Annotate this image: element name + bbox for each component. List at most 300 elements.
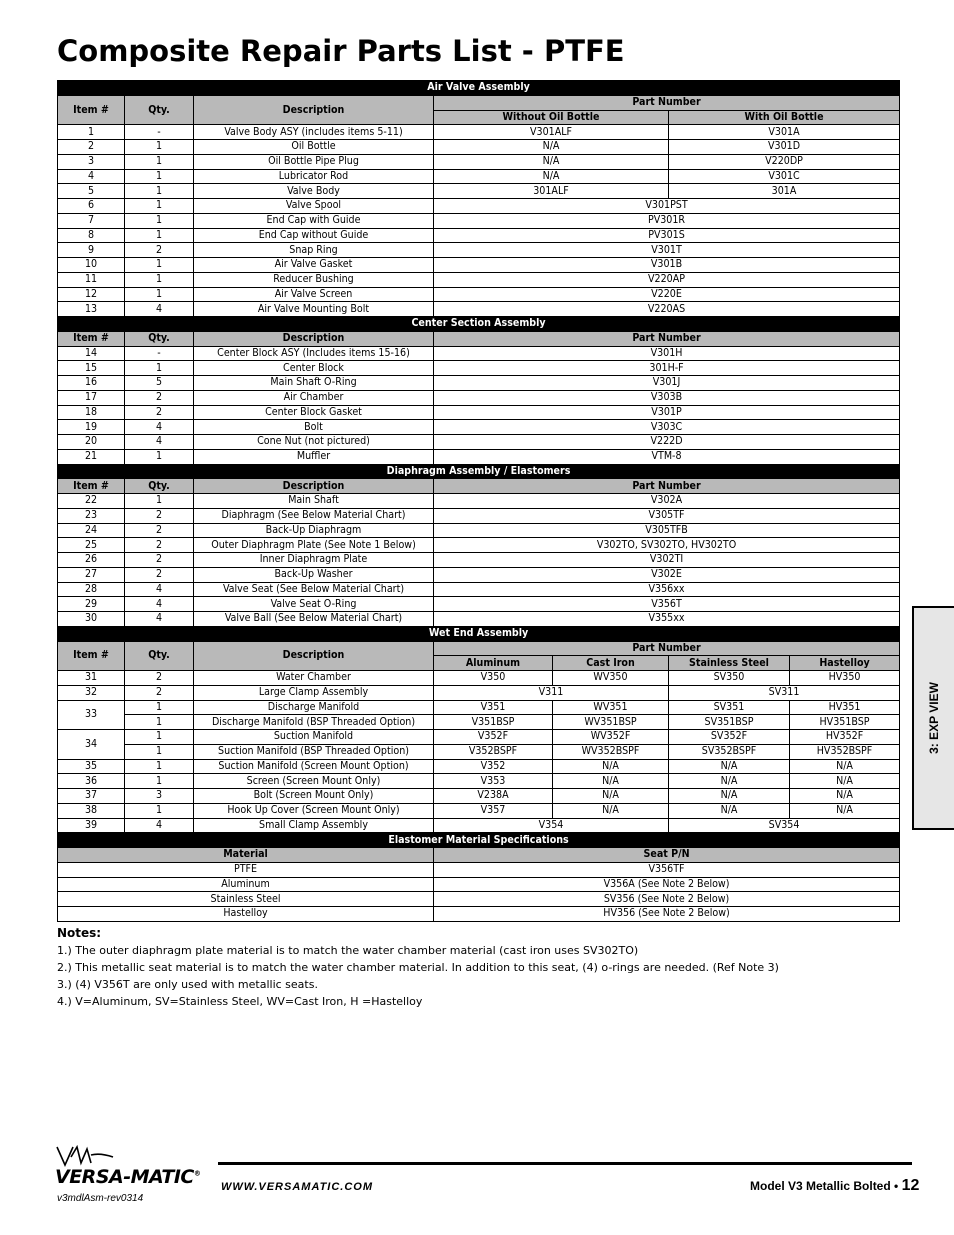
- table-row: [58, 405, 900, 420]
- table-cell: V301B: [434, 258, 900, 273]
- table-cell: 301A: [669, 184, 900, 199]
- table-cell: 1: [125, 140, 194, 155]
- table-cell: -: [125, 125, 194, 140]
- table-cell: PV301S: [434, 228, 900, 243]
- column-header: Qty.: [125, 331, 194, 346]
- table-cell: N/A: [669, 789, 790, 804]
- table-cell: 3: [125, 789, 194, 804]
- table-cell: Valve Body ASY (includes items 5-11): [194, 125, 434, 140]
- table-cell: V351: [434, 700, 553, 715]
- table-cell: V238A: [434, 789, 553, 804]
- table-cell: V356A (See Note 2 Below): [434, 877, 900, 892]
- table-row: [58, 567, 900, 582]
- section-row: [58, 317, 900, 332]
- table-cell: 37: [58, 789, 125, 804]
- section-header: Air Valve Assembly: [58, 81, 900, 96]
- parts-table: [57, 80, 900, 922]
- table-cell: 23: [58, 508, 125, 523]
- column-header: Item #: [58, 95, 125, 125]
- table-cell: 11: [58, 272, 125, 287]
- table-cell: Large Clamp Assembly: [194, 685, 434, 700]
- table-cell: V355xx: [434, 612, 900, 627]
- table-cell: V302TO, SV302TO, HV302TO: [434, 538, 900, 553]
- table-cell: WV351BSP: [553, 715, 669, 730]
- column-header: Stainless Steel: [669, 656, 790, 671]
- column-header: Aluminum: [434, 656, 553, 671]
- table-cell: N/A: [434, 140, 669, 155]
- table-cell: Oil Bottle: [194, 140, 434, 155]
- table-cell: HV350: [790, 671, 900, 686]
- table-cell: Small Clamp Assembly: [194, 818, 434, 833]
- table-cell: 2: [125, 567, 194, 582]
- table-row: [58, 258, 900, 273]
- table-cell: V302TI: [434, 553, 900, 568]
- table-cell: 2: [125, 671, 194, 686]
- column-header: Hastelloy: [790, 656, 900, 671]
- section-header: Elastomer Material Specifications: [58, 833, 900, 848]
- section-header: Diaphragm Assembly / Elastomers: [58, 464, 900, 479]
- section-tab-label: 3: EXP VIEW: [927, 682, 941, 754]
- table-cell: 20: [58, 435, 125, 450]
- table-cell: V220DP: [669, 154, 900, 169]
- table-cell: 27: [58, 567, 125, 582]
- revision-code: v3mdlAsm-rev0314: [57, 1193, 144, 1204]
- table-row: [58, 730, 900, 745]
- table-cell: V302E: [434, 567, 900, 582]
- table-cell: VTM-8: [434, 449, 900, 464]
- table-cell: 2: [125, 508, 194, 523]
- column-header: Qty.: [125, 95, 194, 125]
- table-cell: 1: [125, 700, 194, 715]
- section-tab[interactable]: [912, 606, 954, 830]
- table-row: [58, 435, 900, 450]
- table-cell: 4: [125, 435, 194, 450]
- note-4: 4.) V=Aluminum, SV=Stainless Steel, WV=Cast Iron, H =Hastelloy: [57, 995, 423, 1008]
- table-cell: 25: [58, 538, 125, 553]
- table-cell: HV356 (See Note 2 Below): [434, 907, 900, 922]
- table-cell: Suction Manifold: [194, 730, 434, 745]
- table-cell: WV351: [553, 700, 669, 715]
- table-row: [58, 228, 900, 243]
- table-cell: V352F: [434, 730, 553, 745]
- footer-rule: [218, 1162, 912, 1165]
- table-cell: V220AP: [434, 272, 900, 287]
- table-cell: 1: [125, 361, 194, 376]
- table-row: [58, 140, 900, 155]
- table-cell: 4: [125, 818, 194, 833]
- table-cell: SV311: [669, 685, 900, 700]
- table-cell: 2: [125, 390, 194, 405]
- table-cell: Valve Spool: [194, 199, 434, 214]
- table-cell: V353: [434, 774, 553, 789]
- table-row: [58, 154, 900, 169]
- table-cell: HV352F: [790, 730, 900, 745]
- table-cell: WV352BSPF: [553, 744, 669, 759]
- table-cell: WV352F: [553, 730, 669, 745]
- page-number: 12: [901, 1177, 920, 1194]
- table-cell: 30: [58, 612, 125, 627]
- table-cell: 22: [58, 494, 125, 509]
- table-cell: 1: [125, 272, 194, 287]
- table-cell: 1: [125, 494, 194, 509]
- table-cell: SV352BSPF: [669, 744, 790, 759]
- table-cell: 31: [58, 671, 125, 686]
- table-cell: 33: [58, 700, 125, 730]
- table-cell: Suction Manifold (Screen Mount Option): [194, 759, 434, 774]
- table-cell: Inner Diaphragm Plate: [194, 553, 434, 568]
- table-cell: Air Valve Gasket: [194, 258, 434, 273]
- header-row: [58, 331, 900, 346]
- table-cell: 301ALF: [434, 184, 669, 199]
- table-cell: V220E: [434, 287, 900, 302]
- table-cell: SV351: [669, 700, 790, 715]
- table-cell: 34: [58, 730, 125, 760]
- table-cell: 4: [125, 612, 194, 627]
- table-cell: V357: [434, 803, 553, 818]
- table-cell: SV352F: [669, 730, 790, 745]
- column-header: Seat P/N: [434, 848, 900, 863]
- table-cell: 36: [58, 774, 125, 789]
- table-row: [58, 671, 900, 686]
- table-cell: V222D: [434, 435, 900, 450]
- table-cell: 28: [58, 582, 125, 597]
- table-cell: Screen (Screen Mount Only): [194, 774, 434, 789]
- table-row: [58, 907, 900, 922]
- table-row: [58, 287, 900, 302]
- section-row: [58, 626, 900, 641]
- table-cell: HV351: [790, 700, 900, 715]
- table-cell: N/A: [553, 759, 669, 774]
- table-cell: V301P: [434, 405, 900, 420]
- section-header: Center Section Assembly: [58, 317, 900, 332]
- table-row: [58, 892, 900, 907]
- table-cell: 2: [125, 685, 194, 700]
- table-cell: N/A: [553, 774, 669, 789]
- table-cell: SV354: [669, 818, 900, 833]
- table-cell: Valve Seat (See Below Material Chart): [194, 582, 434, 597]
- table-cell: 4: [125, 582, 194, 597]
- table-cell: 19: [58, 420, 125, 435]
- table-cell: Snap Ring: [194, 243, 434, 258]
- table-cell: Hastelloy: [58, 907, 434, 922]
- table-cell: 2: [125, 243, 194, 258]
- column-header: Qty.: [125, 479, 194, 494]
- column-header: Cast Iron: [553, 656, 669, 671]
- table-cell: Air Valve Mounting Bolt: [194, 302, 434, 317]
- table-cell: N/A: [669, 774, 790, 789]
- table-row: [58, 346, 900, 361]
- table-cell: 1: [125, 744, 194, 759]
- table-cell: 29: [58, 597, 125, 612]
- table-cell: N/A: [434, 154, 669, 169]
- header-row: [58, 641, 900, 656]
- table-row: [58, 199, 900, 214]
- table-cell: 1: [125, 774, 194, 789]
- table-cell: 1: [125, 258, 194, 273]
- table-cell: Main Shaft O-Ring: [194, 376, 434, 391]
- table-row: [58, 420, 900, 435]
- table-row: [58, 685, 900, 700]
- table-row: [58, 774, 900, 789]
- table-cell: Stainless Steel: [58, 892, 434, 907]
- table-cell: 3: [58, 154, 125, 169]
- table-cell: 4: [125, 597, 194, 612]
- table-cell: V301J: [434, 376, 900, 391]
- table-cell: 4: [125, 302, 194, 317]
- table-cell: N/A: [790, 774, 900, 789]
- table-cell: -: [125, 346, 194, 361]
- table-cell: Discharge Manifold (BSP Threaded Option): [194, 715, 434, 730]
- table-row: [58, 744, 900, 759]
- table-row: [58, 361, 900, 376]
- table-cell: Discharge Manifold: [194, 700, 434, 715]
- section-row: [58, 81, 900, 96]
- table-row: [58, 272, 900, 287]
- column-header: Description: [194, 479, 434, 494]
- table-row: [58, 376, 900, 391]
- table-row: [58, 612, 900, 627]
- table-row: [58, 862, 900, 877]
- table-cell: 2: [125, 553, 194, 568]
- table-cell: V301A: [669, 125, 900, 140]
- table-row: [58, 449, 900, 464]
- table-cell: 16: [58, 376, 125, 391]
- table-cell: N/A: [790, 759, 900, 774]
- table-cell: 9: [58, 243, 125, 258]
- table-cell: 12: [58, 287, 125, 302]
- table-cell: Lubricator Rod: [194, 169, 434, 184]
- column-header: Description: [194, 331, 434, 346]
- table-row: [58, 877, 900, 892]
- table-cell: Valve Body: [194, 184, 434, 199]
- table-cell: 18: [58, 405, 125, 420]
- column-header: Part Number: [434, 641, 900, 656]
- table-cell: HV352BSPF: [790, 744, 900, 759]
- table-cell: 1: [125, 287, 194, 302]
- table-cell: N/A: [790, 789, 900, 804]
- column-header: Item #: [58, 331, 125, 346]
- section-header: Wet End Assembly: [58, 626, 900, 641]
- table-cell: V311: [434, 685, 669, 700]
- column-header: Item #: [58, 479, 125, 494]
- table-cell: V301H: [434, 346, 900, 361]
- table-cell: 1: [125, 213, 194, 228]
- table-row: [58, 759, 900, 774]
- table-cell: 21: [58, 449, 125, 464]
- header-row: [58, 848, 900, 863]
- column-header: Description: [194, 95, 434, 125]
- table-row: [58, 553, 900, 568]
- table-cell: 1: [125, 199, 194, 214]
- note-2: 2.) This metallic seat material is to match the water chamber material. In addition to this seat, (4) o-rings are needed. (Ref Note 3): [57, 961, 779, 974]
- column-header: Qty.: [125, 641, 194, 671]
- table-cell: Water Chamber: [194, 671, 434, 686]
- table-row: [58, 169, 900, 184]
- table-row: [58, 213, 900, 228]
- note-3: 3.) (4) V356T are only used with metallic seats.: [57, 978, 318, 991]
- table-cell: Hook Up Cover (Screen Mount Only): [194, 803, 434, 818]
- column-header: Description: [194, 641, 434, 671]
- table-row: [58, 508, 900, 523]
- table-cell: V302A: [434, 494, 900, 509]
- notes: [57, 925, 779, 1010]
- table-cell: Air Chamber: [194, 390, 434, 405]
- table-row: [58, 597, 900, 612]
- model-page-label: Model V3 Metallic Bolted • 12: [750, 1177, 920, 1194]
- table-cell: V352BSPF: [434, 744, 553, 759]
- table-cell: 1: [125, 184, 194, 199]
- table-cell: V303C: [434, 420, 900, 435]
- table-cell: Center Block: [194, 361, 434, 376]
- table-cell: Center Block ASY (Includes items 15-16): [194, 346, 434, 361]
- table-cell: Back-Up Washer: [194, 567, 434, 582]
- table-cell: Valve Ball (See Below Material Chart): [194, 612, 434, 627]
- table-cell: 5: [125, 376, 194, 391]
- table-cell: 1: [125, 803, 194, 818]
- section-row: [58, 833, 900, 848]
- table-cell: 1: [58, 125, 125, 140]
- table-cell: V351BSP: [434, 715, 553, 730]
- table-cell: Back-Up Diaphragm: [194, 523, 434, 538]
- table-cell: N/A: [669, 803, 790, 818]
- table-cell: Bolt: [194, 420, 434, 435]
- table-cell: 35: [58, 759, 125, 774]
- table-cell: Center Block Gasket: [194, 405, 434, 420]
- table-cell: 1: [125, 154, 194, 169]
- table-cell: 24: [58, 523, 125, 538]
- table-cell: 1: [125, 169, 194, 184]
- table-cell: PTFE: [58, 862, 434, 877]
- notes-title: Notes:: [57, 926, 102, 940]
- table-cell: Reducer Bushing: [194, 272, 434, 287]
- versamatic-logo: VERSA-MATIC®: [55, 1166, 201, 1188]
- table-cell: SV350: [669, 671, 790, 686]
- table-cell: 2: [125, 523, 194, 538]
- table-row: [58, 789, 900, 804]
- note-1: 1.) The outer diaphragm plate material is to match the water chamber material (cast iron uses SV302TO): [57, 944, 639, 957]
- column-header: Material: [58, 848, 434, 863]
- column-header: With Oil Bottle: [669, 110, 900, 125]
- table-cell: Air Valve Screen: [194, 287, 434, 302]
- table-cell: Oil Bottle Pipe Plug: [194, 154, 434, 169]
- table-cell: Bolt (Screen Mount Only): [194, 789, 434, 804]
- table-cell: V303B: [434, 390, 900, 405]
- table-row: [58, 538, 900, 553]
- table-cell: Muffler: [194, 449, 434, 464]
- table-cell: Outer Diaphragm Plate (See Note 1 Below): [194, 538, 434, 553]
- table-cell: V350: [434, 671, 553, 686]
- table-cell: N/A: [790, 803, 900, 818]
- column-header: Without Oil Bottle: [434, 110, 669, 125]
- table-cell: 32: [58, 685, 125, 700]
- table-row: [58, 582, 900, 597]
- table-row: [58, 302, 900, 317]
- table-cell: N/A: [553, 803, 669, 818]
- table-cell: Main Shaft: [194, 494, 434, 509]
- table-cell: V356TF: [434, 862, 900, 877]
- table-cell: 2: [58, 140, 125, 155]
- table-cell: End Cap with Guide: [194, 213, 434, 228]
- table-cell: 38: [58, 803, 125, 818]
- table-cell: 1: [125, 228, 194, 243]
- table-cell: HV351BSP: [790, 715, 900, 730]
- table-row: [58, 390, 900, 405]
- table-cell: Diaphragm (See Below Material Chart): [194, 508, 434, 523]
- header-row: [58, 95, 900, 110]
- page-title: Composite Repair Parts List - PTFE: [57, 34, 625, 68]
- table-cell: PV301R: [434, 213, 900, 228]
- section-row: [58, 464, 900, 479]
- table-cell: N/A: [553, 789, 669, 804]
- table-cell: 1: [125, 715, 194, 730]
- table-cell: V301T: [434, 243, 900, 258]
- table-row: [58, 818, 900, 833]
- table-cell: 301H-F: [434, 361, 900, 376]
- table-cell: 15: [58, 361, 125, 376]
- column-header: Item #: [58, 641, 125, 671]
- table-row: [58, 243, 900, 258]
- table-row: [58, 494, 900, 509]
- table-cell: V301C: [669, 169, 900, 184]
- table-cell: End Cap without Guide: [194, 228, 434, 243]
- column-header: Part Number: [434, 479, 900, 494]
- table-row: [58, 184, 900, 199]
- table-cell: Aluminum: [58, 877, 434, 892]
- table-cell: 39: [58, 818, 125, 833]
- table-cell: N/A: [669, 759, 790, 774]
- table-cell: 5: [58, 184, 125, 199]
- parts-table-body: [58, 81, 900, 922]
- table-cell: 17: [58, 390, 125, 405]
- table-row: [58, 803, 900, 818]
- column-header: Part Number: [434, 331, 900, 346]
- table-cell: 26: [58, 553, 125, 568]
- table-cell: Valve Seat O-Ring: [194, 597, 434, 612]
- table-row: [58, 523, 900, 538]
- table-cell: 14: [58, 346, 125, 361]
- table-cell: V305TFB: [434, 523, 900, 538]
- header-row: [58, 479, 900, 494]
- table-row: [58, 715, 900, 730]
- table-cell: N/A: [434, 169, 669, 184]
- table-cell: 1: [125, 449, 194, 464]
- table-cell: 13: [58, 302, 125, 317]
- website-url[interactable]: WWW.VERSAMATIC.COM: [221, 1181, 374, 1193]
- table-cell: 2: [125, 405, 194, 420]
- table-cell: 8: [58, 228, 125, 243]
- table-cell: 4: [58, 169, 125, 184]
- table-cell: V220AS: [434, 302, 900, 317]
- table-cell: V354: [434, 818, 669, 833]
- table-cell: V301PST: [434, 199, 900, 214]
- table-cell: 4: [125, 420, 194, 435]
- table-cell: 1: [125, 759, 194, 774]
- table-cell: SV351BSP: [669, 715, 790, 730]
- table-row: [58, 125, 900, 140]
- table-cell: 2: [125, 538, 194, 553]
- table-cell: WV350: [553, 671, 669, 686]
- table-row: [58, 700, 900, 715]
- table-cell: 1: [125, 730, 194, 745]
- table-cell: Cone Nut (not pictured): [194, 435, 434, 450]
- table-cell: 10: [58, 258, 125, 273]
- table-cell: Suction Manifold (BSP Threaded Option): [194, 744, 434, 759]
- table-cell: V352: [434, 759, 553, 774]
- table-cell: SV356 (See Note 2 Below): [434, 892, 900, 907]
- column-header: Part Number: [434, 95, 900, 110]
- table-cell: 6: [58, 199, 125, 214]
- table-cell: V301ALF: [434, 125, 669, 140]
